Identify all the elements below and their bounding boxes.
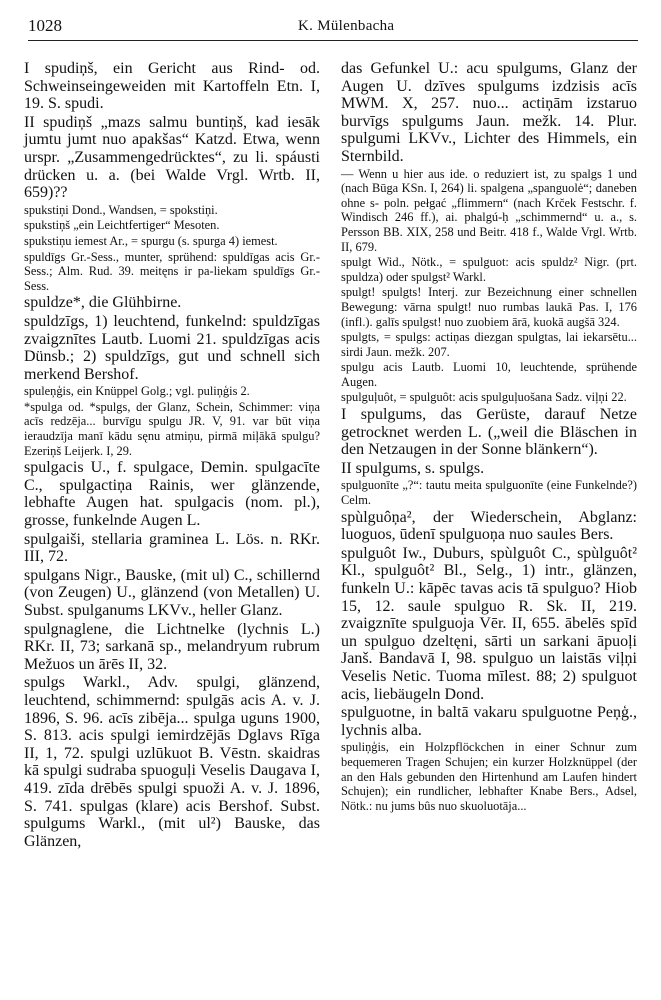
- entry-text: spuldzīgs, 1) leuchtend, funkelnd: spuldzīgas zvaigznītes Lautb. Luomi 21. spuldzīgas acis Dünsb.; 2) spuldzīgs, gut und schnell sich merkend Bershof.: [24, 312, 320, 383]
- entry-text: spukstiņš „ein Leichtfertiger“ Mesoten.: [24, 218, 220, 233]
- entry-text: spulguôt Iw., Duburs, spùlguôt C., spùlguôt² Kl., spulguôt² Bl., Selg., 1) intr., glänzen, funkeln U.: kāpēc tavas acis tā spulguo? Hiob 15, 12. saule spulguo R. Sk. II, 219. zvaigznīte spulguoja Vēr. II, 655. ābelēs spīd un spulguo dzeltęni, sārti un sarkani āpuoļi Janš. Bandavā I, 98. spulguo un laistās viļņi Veselis Netic. Tuoma mīlest. 88; 2) spulguot acis, liebäugeln Dond.: [341, 544, 637, 703]
- entry-text: spulgts, = spulgs: actiņas diezgan spulgtas, lai iekarsētu... sirdi Jaun. mežk. 207.: [341, 330, 637, 359]
- dictionary-entry: [341, 509, 637, 544]
- entry-text: *spulga od. *spulgs, der Glanz, Schein, Schimmer: viņa acīs redzēja... burvīgu spulgu JR. V, 91. var būt viņa ieraudzīja manī kādu sęnu atmiņu, pirmā miļākā spulgu? Ezeriņš Leijerk. I, 29.: [24, 399, 320, 458]
- entry-text: spulguļuôt, = spulguôt: acis spulguļuošana Sadz. viļņi 22.: [341, 390, 627, 405]
- entry-text: spuleņģis, ein Knüppel Golg.; vgl. puliņģis 2.: [24, 384, 250, 399]
- entry-text: spulgans Nigr., Bauske, (mit ul) C., schillernd (von Zeugen) U., glänzend (von Metallen) U. Subst. spulganums LKVv., heller Glanz.: [24, 566, 320, 619]
- entry-text: spulgs Warkl., Adv. spulgi, glänzend, leuchtend, schimmernd: spulgās acis A. v. J. 1896, S. 96. acīs zibēja... spulga uguns 1900, S. 813. acis spulgi iemirdzējās Dglavs Rīga II, 1, 72. spulgi uzlūkuot B. Vēstn. skaidras kā spulgi sudraba spuoguļi Veselis Daugava I, 419. zīda drēbēs spulgi spuoži A. v. J. 1896, S. 741. spulgas (klare) acis Bershof. Subst. spulgums Warkl., (mit ul²) Bauske, das Glänzen,: [24, 674, 320, 850]
- dictionary-entry: [24, 250, 320, 294]
- entry-text: spulgu acis Lautb. Luomi 10, leuchtende, sprühende Augen.: [341, 360, 637, 389]
- dictionary-entry: [24, 567, 320, 620]
- dictionary-entry: [341, 704, 637, 739]
- dictionary-entry: [24, 234, 320, 249]
- running-head: K. Mülenbacha: [298, 18, 395, 34]
- entry-text: I spulgums, das Gerüste, darauf Netze getrocknet werden L. („weil die Bläschen in den Netzaugen in der Sonne blänkern“).: [341, 406, 637, 459]
- entry-text: spuliņģis, ein Holzpflöckchen in einer Schnur zum bequemeren Tragen Schujen; ein kurzer Holzknüppel (der an den Hals gebunden den Hirtenhund am Laufen hindert Schujen); ein rundlicher, lebhafter Knabe Bers., Adsel, Nötk.: nu jums bûs nuo skuoluotāja...: [341, 740, 637, 813]
- entry-text: spulgnaglene, die Lichtnelke (lychnis L.) RKr. II, 73; sarkanā sp., melandryum rubrum Mežuos un ārēs II, 32.: [24, 620, 320, 673]
- dictionary-entry: [24, 531, 320, 566]
- dictionary-entry: [341, 740, 637, 813]
- entry-text: spulgaiši, stellaria graminea L. Lös. n. RKr. III, 72.: [24, 530, 320, 566]
- dictionary-entry: [341, 545, 637, 703]
- dictionary-entry: [24, 203, 320, 218]
- dictionary-entry: [341, 285, 637, 329]
- entry-text: spulgacis U., f. spulgace, Demin. spulgacīte C., spulgactiņa Rainis, wer glänzende, lebhafte Augen hat. spulgacis (nom. pl.), grosse, funkelnde Augen L.: [24, 459, 320, 530]
- entry-text: — Wenn u hier aus ide. o reduziert ist, zu spalgs 1 und (nach Būga KSn. I, 264) li. spalgena „spanguolė“; daneben ohne s- poln. pełgać „flimmern“ (nach Krček Festschr. f. Windisch 246 ff.), ai. phalgú-ḥ „schimmernd“ u. a., s. Persson BB. XIX, 258 und Beitr. 418 f., Walde Vrgl. Wrtb. II, 679.: [341, 166, 637, 254]
- entry-text: spulgt! spulgts! Interj. zur Bezeichnung einer schnellen Bewegung: vārna spulgt! nuo rumbas laukā Pas. I, 176 (infl.). galīs spulgst! nuo zuobiem ārā, kuokā augšā 324.: [341, 285, 637, 329]
- entry-text: spukstiņu iemest Ar., = spurgu (s. spurga 4) iemest.: [24, 233, 278, 248]
- page-number: 1028: [28, 16, 62, 35]
- dictionary-entry: [341, 406, 637, 459]
- entry-text: das Gefunkel U.: acu spulgums, Glanz der Augen U. dzīves spulgums izdzisis acīs MWM. X, 257. nuo... actiņām izstaruo burvīgs spulgums Jaun. mežk. 14. Plur. spulgumi LKVv., Lichter des Himmels, ein Sternbild.: [341, 60, 637, 165]
- entry-text: spuldīgs Gr.-Sess., munter, sprühend: spuldīgas acis Gr.-Sess.; Alm. Rud. 39. meitęns ir pa-liekam spuldīgs Gr.-Sess.: [24, 249, 320, 293]
- entry-text: spukstiņi Dond., Wandsen, = spokstiņi.: [24, 202, 218, 217]
- entry-text: spulgt Wid., Nötk., = spulguot: acis spuldz² Nigr. (prt. spuldza) oder spulgst² Warkl.: [341, 255, 637, 284]
- page-header: [28, 14, 638, 41]
- dictionary-entry: [24, 621, 320, 674]
- left-column: [24, 60, 320, 851]
- dictionary-entry: [24, 114, 320, 202]
- dictionary-entry: [24, 400, 320, 458]
- dictionary-entry: [24, 674, 320, 850]
- dictionary-entry: [341, 360, 637, 389]
- dictionary-entry: [24, 313, 320, 383]
- dictionary-entry: [341, 60, 637, 166]
- dictionary-entry: [24, 294, 320, 312]
- dictionary-entry: [24, 218, 320, 233]
- entry-text: spulguotne, in baltā vakaru spulguotne Peņģ., lychnis alba.: [341, 704, 637, 739]
- entry-text: spuldze*, die Glühbirne.: [24, 294, 182, 312]
- entry-text: II spulgums, s. spulgs.: [341, 459, 485, 477]
- entry-text: I spudiņš, ein Gericht aus Rind- od. Schweinseingeweiden mit Kartoffeln Etn. I, 19. S. spudi.: [24, 60, 320, 113]
- right-column: [341, 60, 637, 814]
- entry-text: spulguonīte „?“: tautu meita spulguonīte (eine Funkelnde?) Celm.: [341, 478, 637, 508]
- dictionary-entry: [341, 330, 637, 359]
- dictionary-entry: [341, 255, 637, 284]
- dictionary-entry: [341, 390, 637, 405]
- dictionary-entry: [341, 460, 637, 478]
- dictionary-entry: [24, 384, 320, 399]
- dictionary-entry: [24, 459, 320, 529]
- dictionary-entry: [341, 167, 637, 255]
- entry-text: II spudiņš „mazs salmu buntiņš, kad iesāk jumtu jumt nuo apakšas“ Katzd. Etwa, wenn urspr. „Zusammengedrücktes“, zu li. spáusti drücken u. a. (bei Walde Vrgl. Wrtb. II, 659)??: [24, 113, 320, 202]
- dictionary-entry: [341, 478, 637, 507]
- dictionary-entry: [24, 60, 320, 113]
- entry-text: spùlguôņa², der Wiederschein, Abglanz: luoguos, ūdenī spulguoņa nuo saules Bers.: [341, 508, 637, 544]
